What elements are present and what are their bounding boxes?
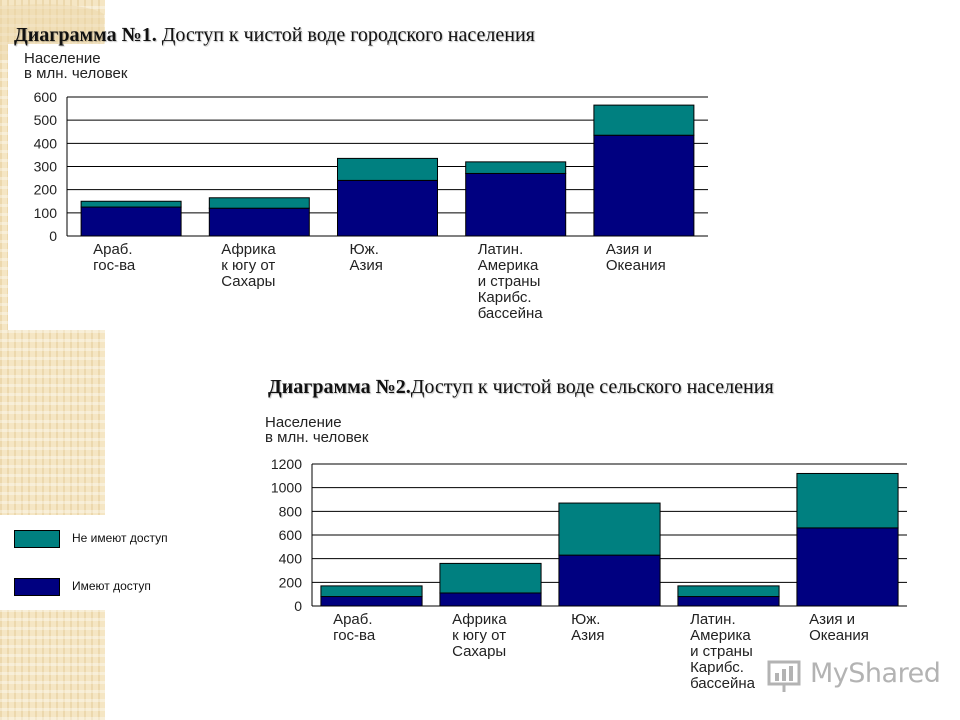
chart2-category-label: бассейна: [690, 675, 756, 692]
chart2-bar-access: [440, 593, 541, 606]
chart2-title-bold: Диаграмма №2.: [268, 376, 411, 398]
chart1-tick-label: 0: [49, 228, 57, 244]
chart2-bar-access: [678, 597, 779, 606]
chart1-category-label: Океания: [605, 257, 666, 274]
watermark-text: MyShared: [810, 658, 941, 689]
legend-swatch-access: [14, 578, 60, 596]
chart2-category-label: Юж.: [571, 611, 601, 628]
chart2-ylabel-line: в млн. человек: [265, 429, 369, 446]
chart2-tick-label: 0: [294, 598, 302, 614]
chart1-tick-label: 300: [33, 158, 57, 175]
chart2-category-label: Океания: [809, 627, 869, 644]
presentation-icon: [766, 655, 806, 695]
chart2-bar-access: [559, 555, 660, 606]
chart1-category-label: бассейна: [477, 305, 543, 322]
chart2-tick-label: 600: [278, 527, 302, 543]
chart2-category-label: Араб.: [333, 611, 373, 628]
chart1-tick-label: 100: [33, 204, 57, 221]
chart2-category-label: гос-ва: [333, 627, 376, 644]
chart2-category-label: Сахары: [452, 643, 507, 660]
chart2-category-label: Азия и: [809, 611, 856, 628]
chart2-bar-no-access: [678, 586, 779, 597]
chart2-bar-no-access: [440, 563, 541, 593]
chart1-tick-label: 400: [33, 135, 57, 152]
chart1-category-label: и страны: [477, 273, 541, 290]
chart1-category-label: Латин.: [477, 241, 524, 258]
chart2-category-label: Латин.: [690, 611, 736, 628]
chart1-tick-label: 600: [33, 89, 57, 105]
chart2-category-label: к югу от: [452, 627, 507, 644]
chart1-category-label: Азия и: [605, 241, 652, 258]
chart2-category-label: Карибс.: [690, 659, 744, 676]
watermark: [766, 655, 941, 695]
chart2-bar-access: [797, 528, 898, 606]
chart1-category-label: Араб.: [93, 241, 133, 258]
chart1-ylabel-line: Население: [24, 50, 101, 67]
chart1-category-label: Америка: [477, 257, 539, 274]
chart1-category-label: Африка: [221, 241, 276, 258]
chart2-ylabel-line: Население: [265, 414, 342, 431]
chart2-tick-label: 1200: [270, 456, 302, 472]
chart2-tick-label: 800: [278, 503, 302, 520]
chart1-ylabel-line: в млн. человек: [24, 65, 128, 82]
chart2-bar-no-access: [797, 473, 898, 527]
chart2-tick-label: 200: [278, 574, 302, 591]
chart2-tick-label: 1000: [270, 479, 302, 496]
chart1-category-label: Юж.: [349, 241, 379, 258]
chart2-category-label: Азия: [571, 627, 605, 644]
chart2-tick-label: 400: [278, 550, 302, 567]
chart1-category-label: Сахары: [221, 273, 276, 290]
legend-swatch-no-access: [14, 530, 60, 548]
chart2-title-rest: Доступ к чистой воде сельского населения: [410, 376, 774, 398]
chart1-title-bold: Диаграмма №1.: [14, 24, 157, 46]
legend-item-no-access: [2, 523, 220, 553]
chart1-tick-label: 500: [33, 112, 57, 129]
chart2-category-label: и страны: [690, 643, 753, 660]
chart1-category-label: Азия: [349, 257, 383, 274]
legend-label-no-access: Не имеют доступ: [72, 531, 168, 545]
chart1-category-label: Карибс.: [477, 289, 532, 306]
chart2-bar-no-access: [559, 503, 660, 555]
chart1-title-rest: Доступ к чистой воде городского населения: [156, 24, 535, 46]
chart2-bar-access: [321, 597, 422, 606]
legend-item-access: [2, 571, 220, 601]
chart1-category-label: гос-ва: [93, 257, 136, 274]
chart2-bar-no-access: [321, 586, 422, 597]
chart1-category-label: к югу от: [221, 257, 276, 274]
chart2-category-label: Африка: [452, 611, 507, 628]
legend-label-access: Имеют доступ: [72, 579, 151, 593]
chart2-category-label: Америка: [690, 627, 751, 644]
chart1-tick-label: 200: [33, 181, 57, 198]
